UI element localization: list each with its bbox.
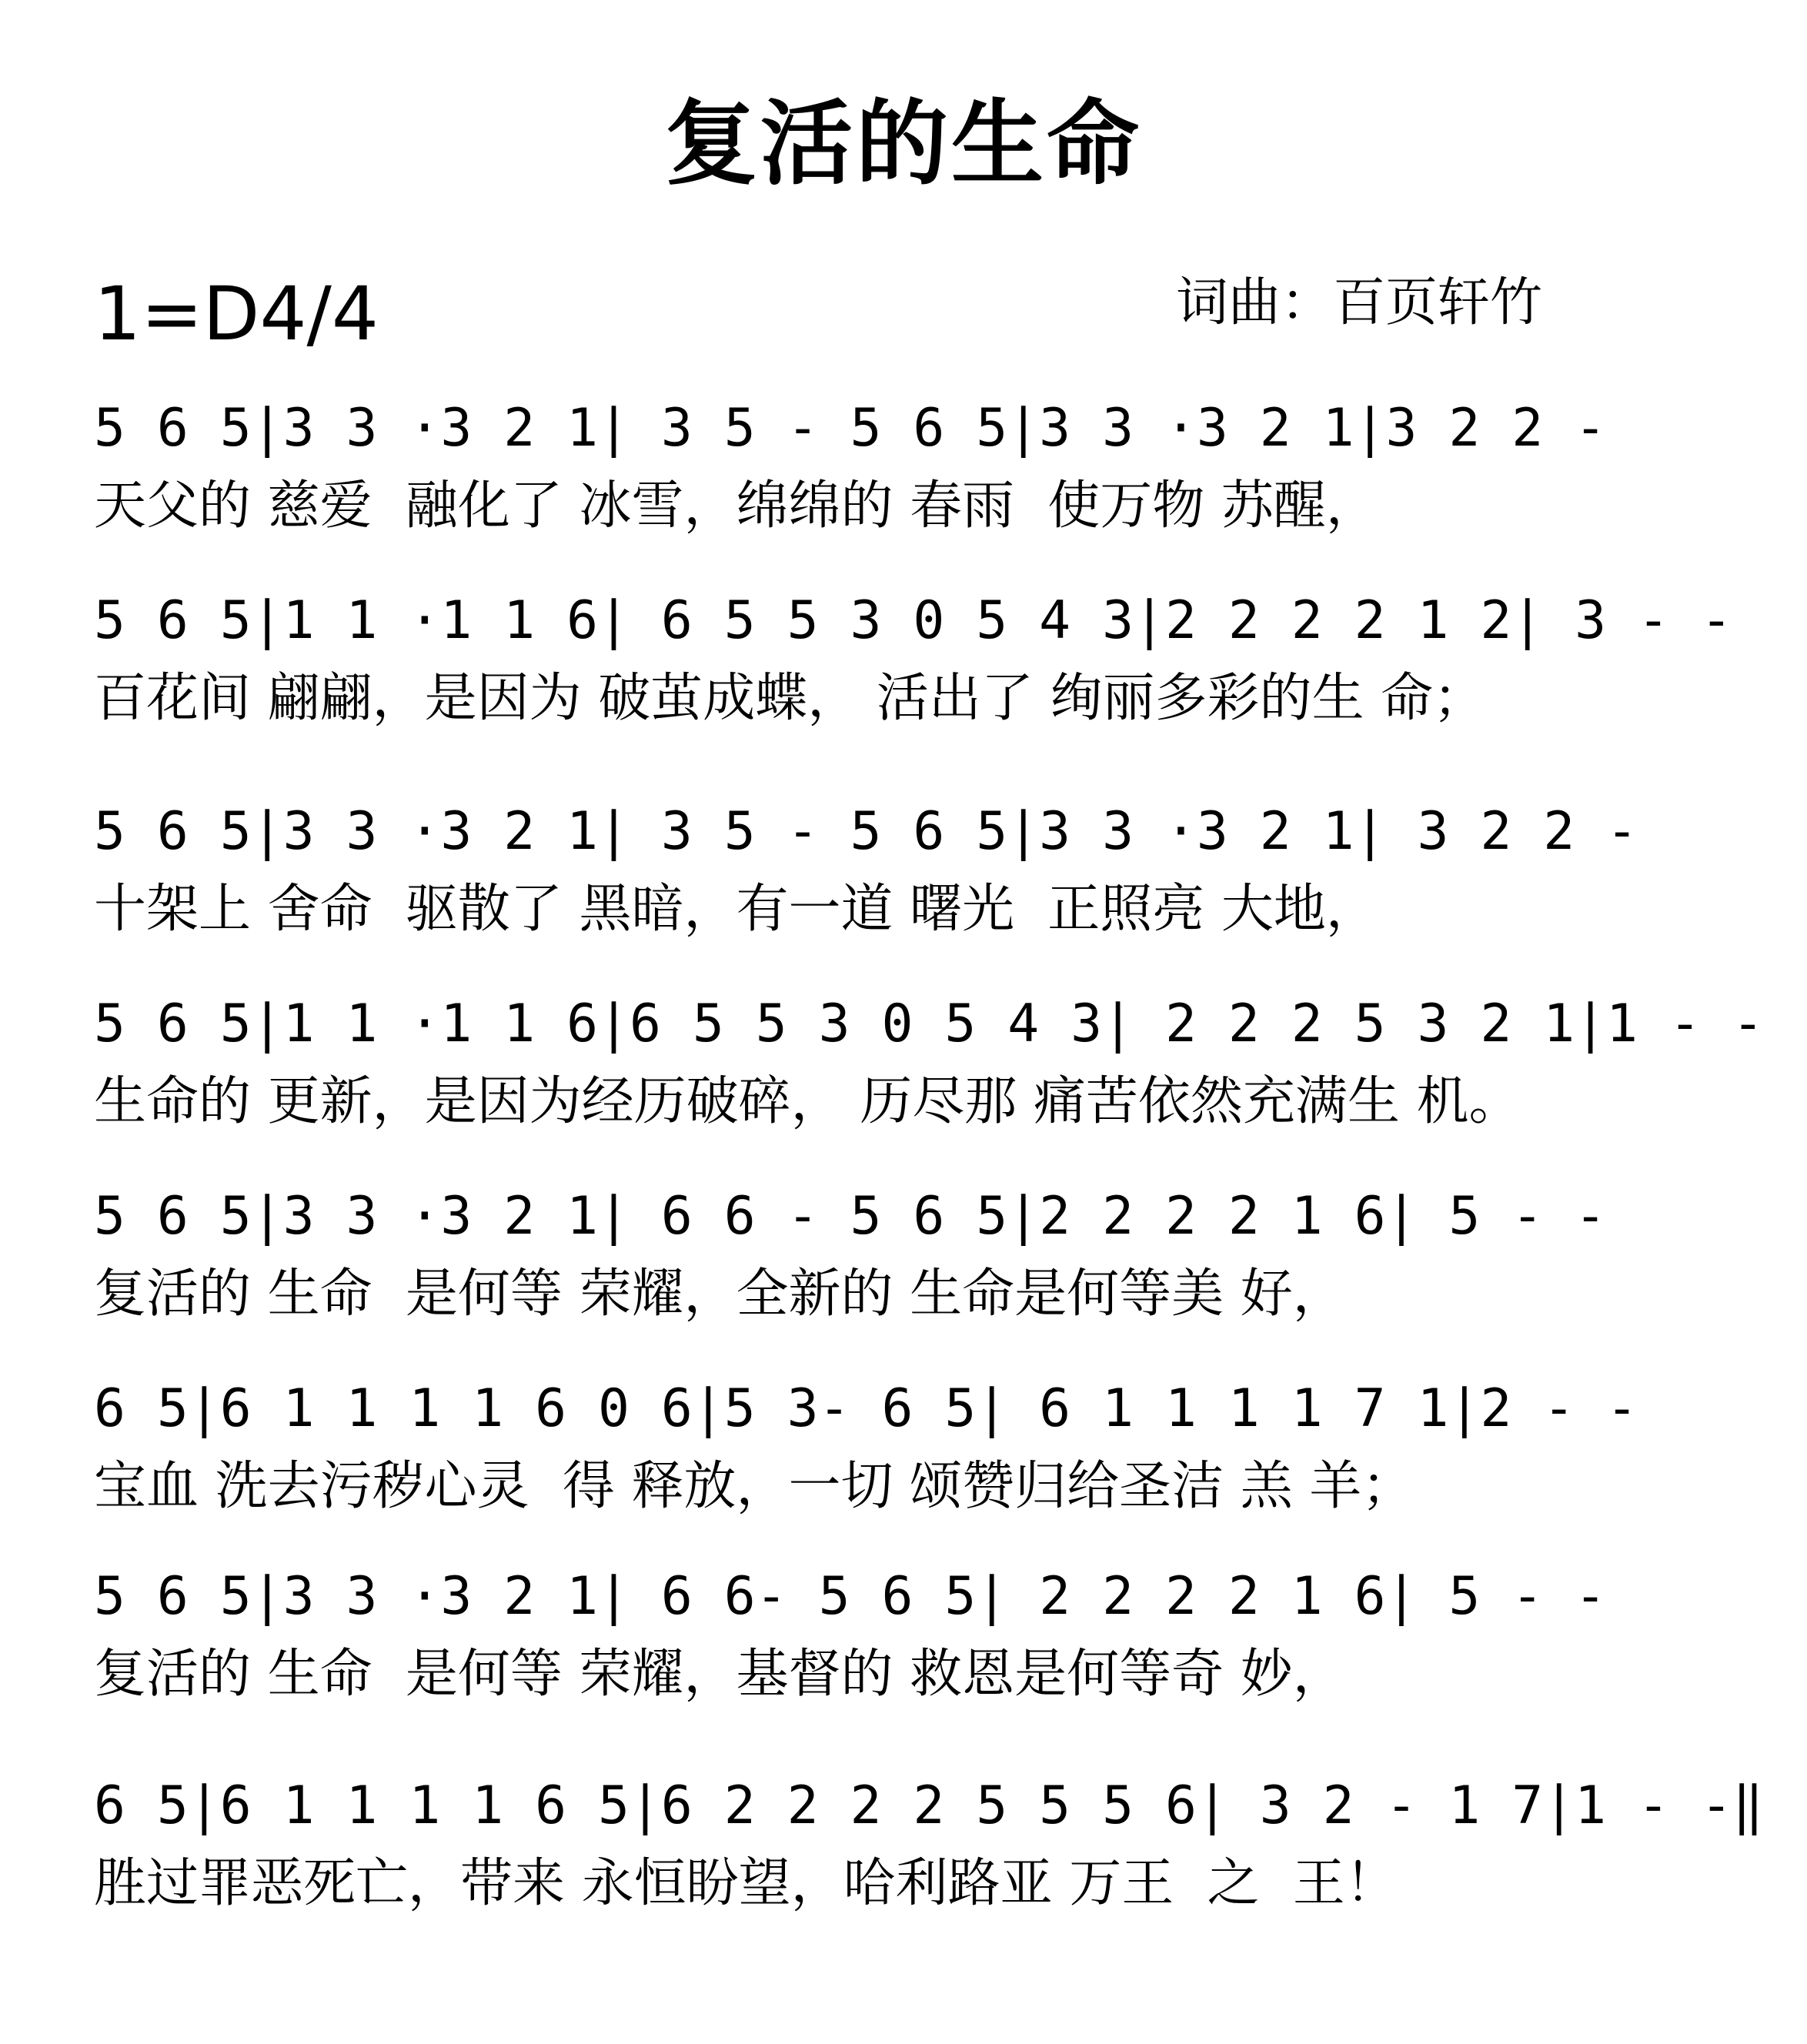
lyric-line: 天父的 慈爱 融化了 冰雪，绵绵的 春雨 使万物 苏醒， <box>94 476 1378 536</box>
score-line-7 <box>0 1562 1807 1747</box>
notation-line: 6 5|6 1 1 1 1 6 5|6 2 2 2 2 5 5 5 6| 3 2 - 1 7|1 - -‖ <box>94 1775 1764 1836</box>
notation-line: 5 6 5|3 3 ·3 2 1| 6 6- 5 6 5| 2 2 2 2 1 6| 5 - - <box>94 1566 1607 1627</box>
score-line-2 <box>0 586 1807 771</box>
notation-line: 5 6 5|1 1 ·1 1 6|6 5 5 3 0 5 4 3| 2 2 2 5 3 2 1|1 - - <box>94 994 1764 1054</box>
lyric-line: 胜过罪恶死亡，带来 永恒盼望，哈利路亚 万王 之 王！ <box>94 1853 1398 1914</box>
song-title: 复活的生命 <box>665 91 1142 198</box>
lyric-line: 十架上 舍命 驱散了 黑暗，有一道 曙光 正照亮 大地， <box>94 879 1378 940</box>
lyric-line: 生命的 更新，是因为经历破碎， 历尽那 痛苦依然充满生 机。 <box>94 1071 1521 1132</box>
lyricist-composer-credit: 词曲：百页轩竹 <box>1176 272 1543 333</box>
lyric-line: 复活的 生命 是何等 荣耀，基督的 救恩是何等奇 妙， <box>94 1644 1345 1705</box>
lyric-line: 百花间 翩翩，是因为 破茧成蝶， 活出了 绚丽多彩的生 命； <box>94 668 1486 729</box>
score-line-3 <box>0 797 1807 982</box>
notation-line: 5 6 5|1 1 ·1 1 6| 6 5 5 3 0 5 4 3|2 2 2 2 1 2| 3 - - <box>94 590 1732 651</box>
lyric-line: 复活的 生命 是何等 荣耀，全新的 生命是何等美 好， <box>94 1264 1345 1324</box>
score-line-6 <box>0 1374 1807 1559</box>
score-line-5 <box>0 1182 1807 1367</box>
score-line-8 <box>0 1772 1807 1956</box>
notation-line: 5 6 5|3 3 ·3 2 1| 3 5 - 5 6 5|3 3 ·3 2 1| 3 2 2 - <box>94 801 1638 862</box>
lyric-line: 宝血 洗去污秽心灵 得 释放，一切 颂赞归给圣洁 羔 羊； <box>94 1456 1415 1517</box>
notation-line: 5 6 5|3 3 ·3 2 1| 6 6 - 5 6 5|2 2 2 2 1 6| 5 - - <box>94 1186 1607 1247</box>
score-line-4 <box>0 990 1807 1174</box>
notation-line: 6 5|6 1 1 1 1 6 0 6|5 3- 6 5| 6 1 1 1 1 7 1|2 - - <box>94 1378 1638 1439</box>
score-line-1 <box>0 394 1807 579</box>
key-signature: 1=D4/4 <box>94 271 379 357</box>
notation-line: 5 6 5|3 3 ·3 2 1| 3 5 - 5 6 5|3 3 ·3 2 1|3 2 2 - <box>94 398 1607 459</box>
